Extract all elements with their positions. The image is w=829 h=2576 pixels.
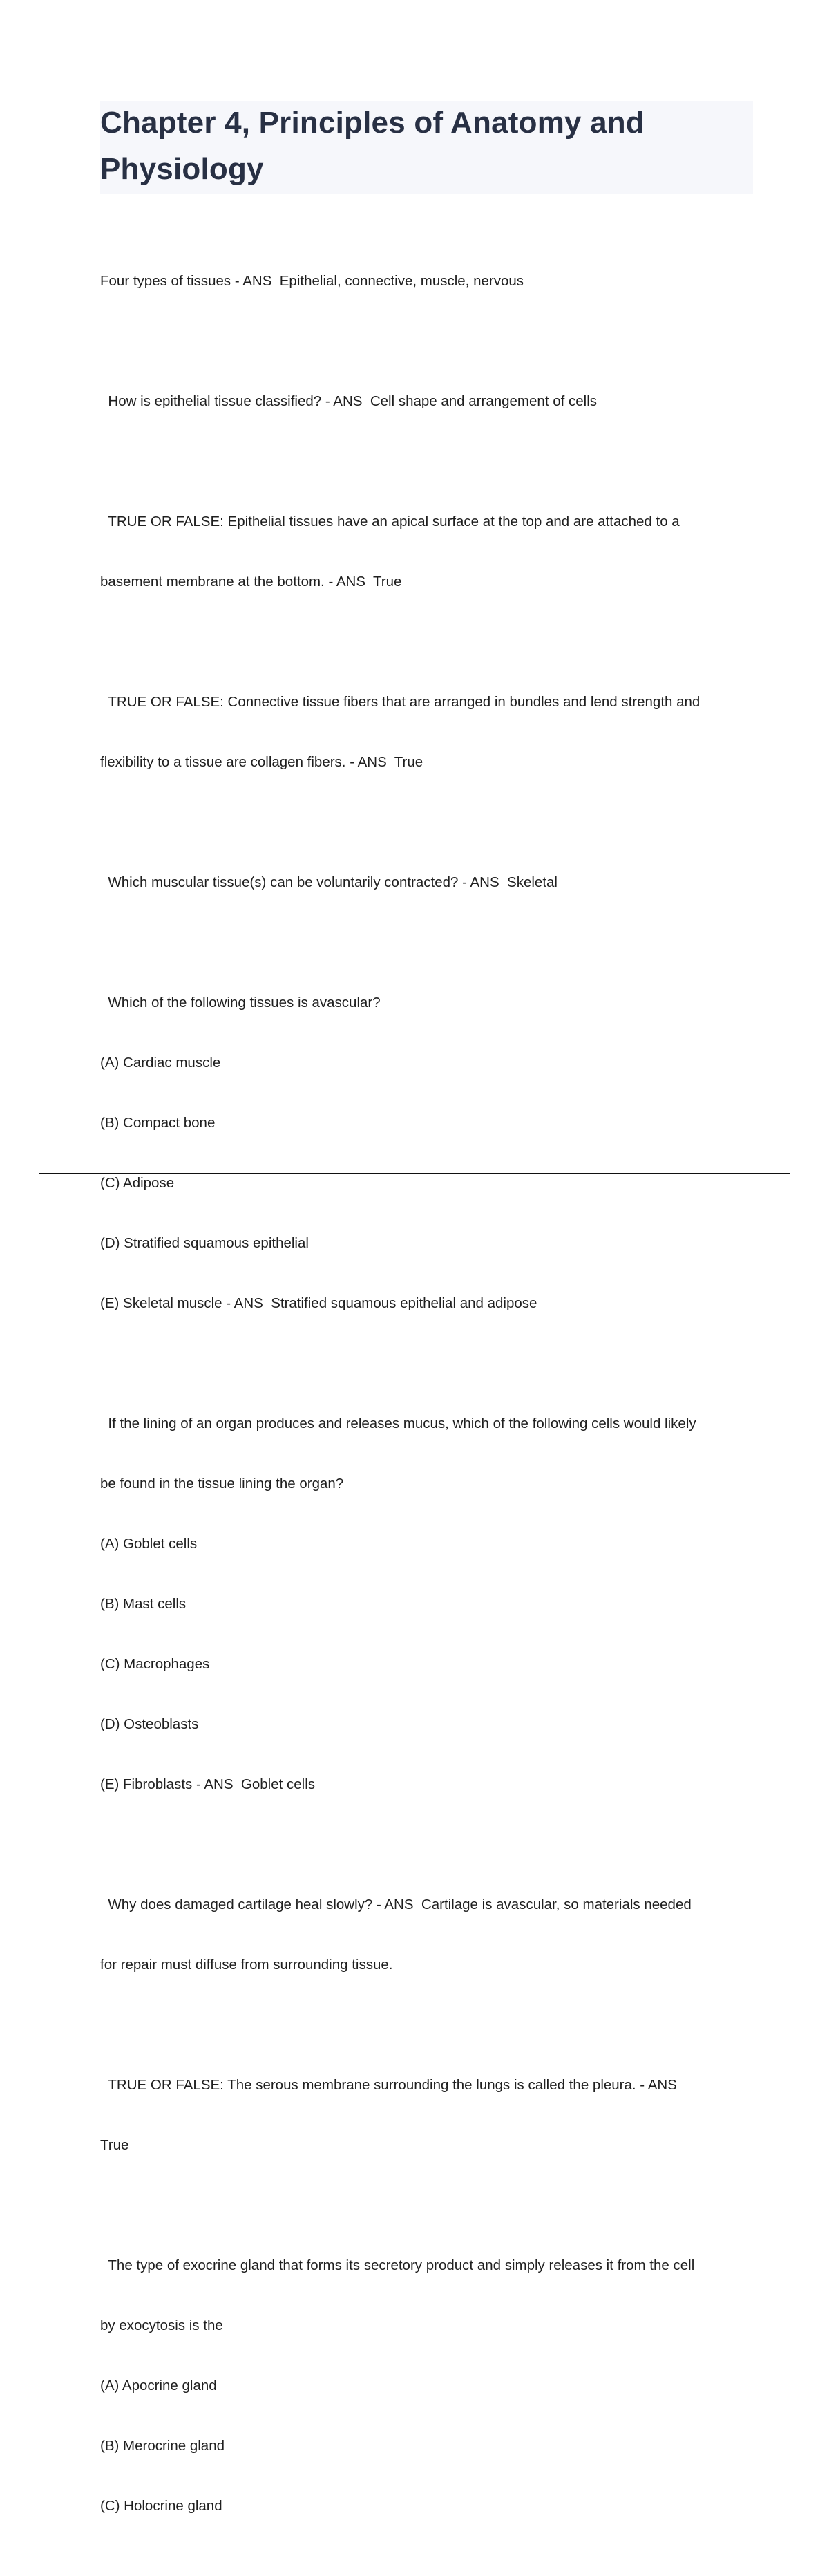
qa-option: (C) Macrophages [100,1656,210,1672]
qa-line: The type of exocrine gland that forms its secretory product and simply releases it from the cell [100,2257,695,2273]
qa-line: True [100,2137,129,2153]
qa-line: TRUE OR FALSE: Epithelial tissues have an apical surface at the top and are attached to a [100,514,680,529]
qa-option: (D) Osteoblasts [100,1716,199,1732]
qa-option: (A) Goblet cells [100,1536,198,1552]
footer-rule [39,1173,790,1174]
qa-option: (D) Stratified squamous epithelial [100,1235,309,1251]
qa-option: (E) Fibroblasts - ANS Goblet cells [100,1776,316,1792]
qa-line: Why does damaged cartilage heal slowly? - ANS Cartilage is avascular, so materials needed [100,1897,692,1912]
qa-line: If the lining of an organ produces and releases mucus, which of the following cells would likely [100,1416,696,1431]
qa-item [100,832,753,932]
qa-item [100,471,753,632]
qa-item [100,1854,753,2015]
qa-line: Which of the following tissues is avascular? [100,995,381,1010]
qa-item [100,2035,753,2195]
qa-line: TRUE OR FALSE: Connective tissue fibers that are arranged in bundles and lend strength and [100,694,701,710]
qa-line: flexibility to a tissue are collagen fibers. - ANS True [100,754,423,770]
qa-line: for repair must diffuse from surrounding tissue. [100,1957,393,1973]
qa-line: be found in the tissue lining the organ? [100,1476,344,1492]
page-title [100,100,753,192]
qa-option: (A) Apocrine gland [100,2378,217,2394]
qa-option: (C) Adipose [100,1175,175,1191]
qa-line: by exocytosis is the [100,2318,223,2333]
qa-item [100,2215,753,2556]
qa-item [100,952,753,1353]
qa-list [100,231,753,2576]
qa-option: (B) Mast cells [100,1596,187,1612]
qa-item [100,1373,753,1834]
page-title-line-2: Physiology [100,152,264,186]
qa-item [100,652,753,812]
qa-line: Which muscular tissue(s) can be voluntarily contracted? - ANS Skeletal [100,874,558,890]
qa-line: basement membrane at the bottom. - ANS True [100,574,402,590]
qa-line: How is epithelial tissue classified? - ANS Cell shape and arrangement of cells [100,393,598,409]
qa-line: Four types of tissues - ANS Epithelial, connective, muscle, nervous [100,273,524,289]
qa-option: (B) Compact bone [100,1115,216,1131]
qa-option: (C) Holocrine gland [100,2498,222,2514]
qa-item [100,351,753,451]
qa-item [100,231,753,331]
qa-option: (E) Skeletal muscle - ANS Stratified squamous epithelial and adipose [100,1295,537,1311]
qa-option: (B) Merocrine gland [100,2438,225,2454]
qa-line: TRUE OR FALSE: The serous membrane surrounding the lungs is called the pleura. - ANS [100,2077,677,2093]
page-title-line-1: Chapter 4, Principles of Anatomy and [100,106,645,140]
qa-option: (A) Cardiac muscle [100,1055,221,1071]
